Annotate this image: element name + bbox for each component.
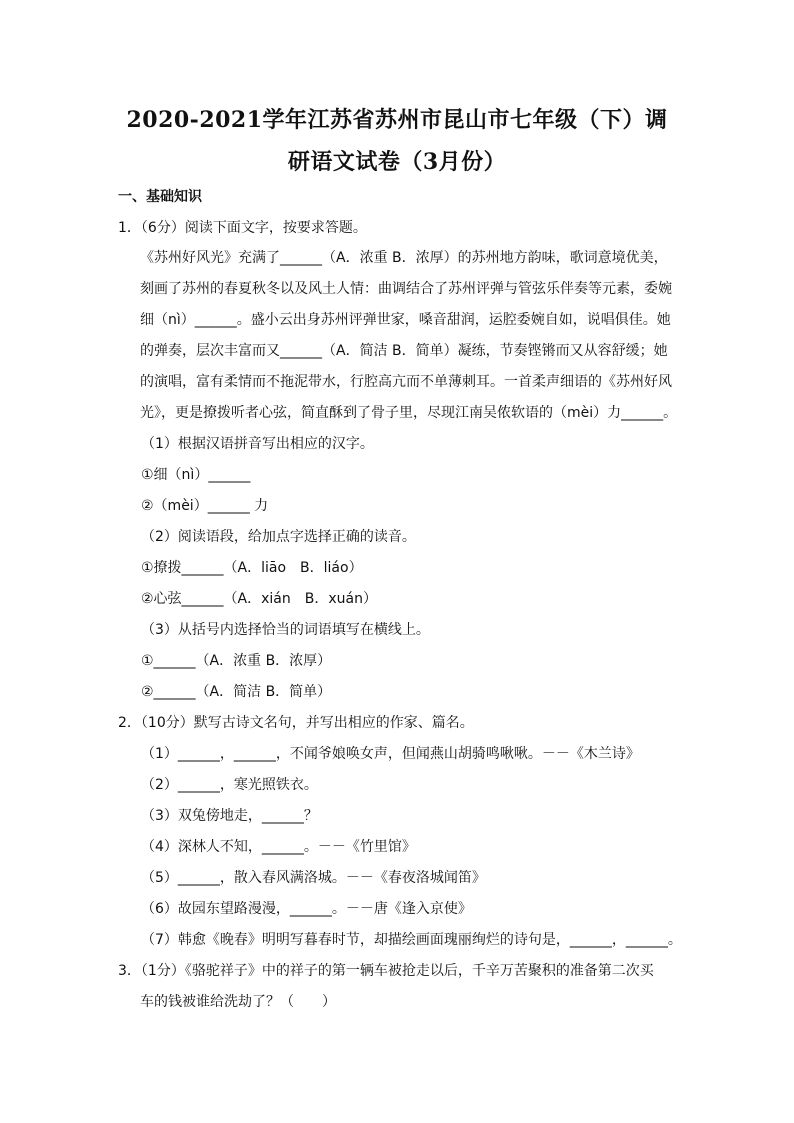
sub-answer-1-1: ①细（nì）______	[141, 467, 251, 483]
poem-item: （5）______，散入春风满洛城。－－《春夜洛城闻笛》	[141, 870, 486, 886]
question-3-line-1: 3．（1分）《骆驼祥子》中的祥子的第一辆车被抢走以后，千辛万苦聚积的准备第二次买	[118, 963, 654, 979]
poem-item: （1）______，______，不闻爷娘唤女声，但闻燕山胡骑鸣啾啾。－－《木兰诗》	[141, 746, 640, 762]
sub-question-2: （2）阅读语段，给加点字选择正确的读音。	[141, 529, 416, 545]
sub-question-3: （3）从括号内选择恰当的词语填写在横线上。	[141, 622, 430, 638]
passage-line: 的弹奏，层次丰富而又______（A．简洁 B．简单）凝练，节奏铿锵而又从容舒缓；她	[140, 343, 668, 359]
sub-answer-2-2: ②心弦______（A．xián B．xuán）	[141, 591, 377, 607]
poem-item: （2）______，寒光照铁衣。	[141, 777, 318, 793]
passage-line: 刻画了苏州的春夏秋冬以及风土人情：曲调结合了苏州评弹与管弦乐伴奏等元素，委婉	[140, 281, 672, 297]
poem-item: （3）双兔傍地走，______？	[141, 808, 318, 824]
sub-question-1: （1）根据汉语拼音写出相应的汉字。	[141, 436, 374, 452]
exam-title-line-1: 2020-2021学年江苏省苏州市昆山市七年级（下）调	[126, 107, 668, 133]
passage-line: 的演唱，富有柔情而不拖泥带水，行腔高亢而不单薄刺耳。一首柔声细语的《苏州好风	[140, 374, 672, 390]
section-heading-basic-knowledge: 一、基础知识	[118, 189, 202, 205]
sub-answer-1-2: ②（mèi）______ 力	[141, 498, 269, 514]
passage-line: 光》，更是撩拨听者心弦，简直酥到了骨子里，尽现江南吴侬软语的（mèi）力______。	[140, 405, 678, 421]
sub-answer-3-2: ②______（A．简洁 B．简单）	[141, 684, 332, 700]
passage-line: 《苏州好风光》充满了______（A．浓重 B．浓厚）的苏州地方韵味，歌词意境优美，	[140, 250, 668, 266]
passage-line: 细（nì）______。盛小云出身苏州评弹世家，嗓音甜润，运腔委婉自如，说唱俱佳。她	[140, 312, 671, 328]
exam-title-line-2: 研语文试卷（3月份）	[287, 149, 507, 175]
sub-answer-2-1: ①撩拨______（A．liāo B．liáo）	[141, 560, 363, 576]
poem-item: （7）韩愈《晚春》明明写暮春时节，却描绘画面瑰丽绚烂的诗句是，______，______。	[141, 932, 682, 948]
question-3-line-2: 车的钱被谁给洗劫了？（ ）	[140, 994, 336, 1010]
sub-answer-3-1: ①______（A．浓重 B．浓厚）	[141, 653, 332, 669]
poem-item: （6）故园东望路漫漫，______。－－唐《逢入京使》	[141, 901, 472, 917]
question-2-stem: 2．（10分）默写古诗文名句，并写出相应的作家、篇名。	[118, 715, 474, 731]
poem-item: （4）深林人不知，______。－－《竹里馆》	[141, 839, 416, 855]
question-1-stem: 1．（6分）阅读下面文字，按要求答题。	[118, 220, 367, 236]
